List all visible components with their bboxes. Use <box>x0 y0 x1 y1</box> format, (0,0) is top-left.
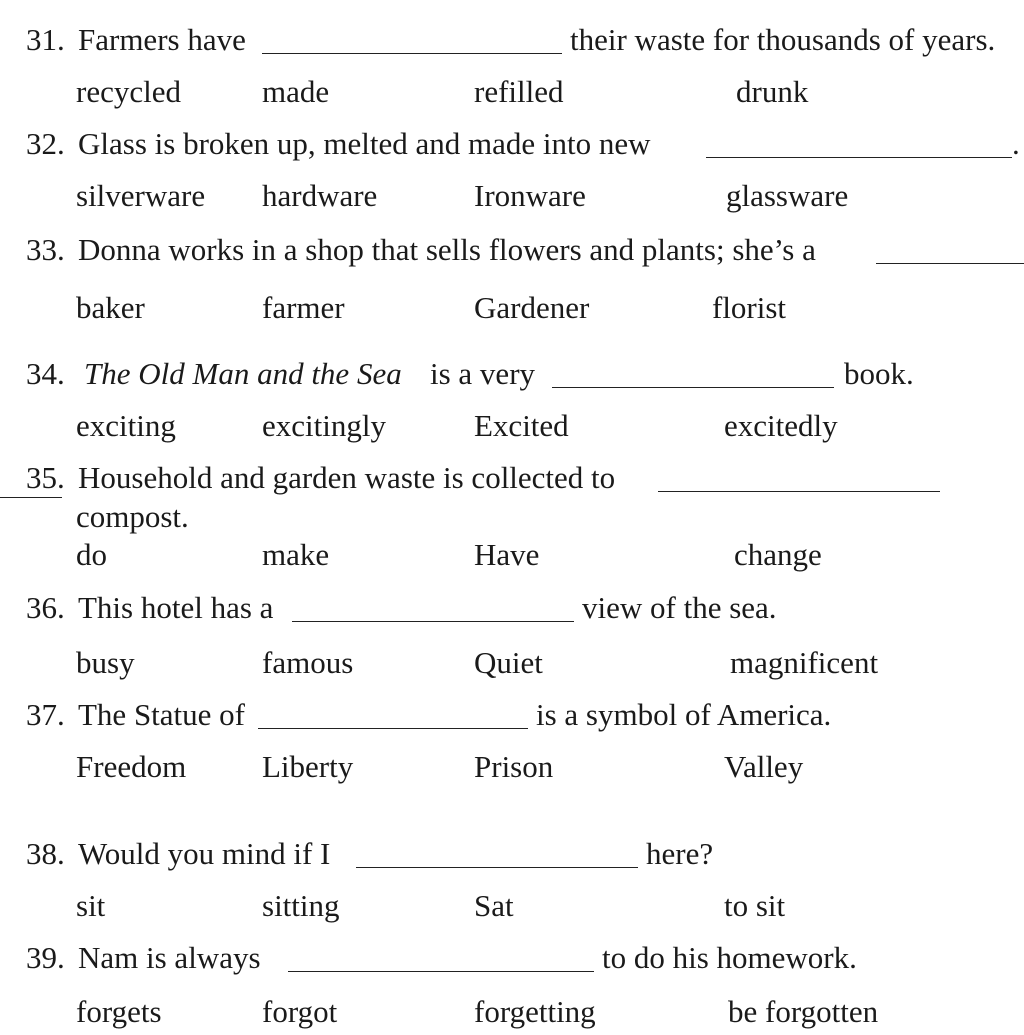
option-d[interactable]: change <box>734 537 822 572</box>
question-text-after: here? <box>646 836 714 871</box>
question-text: Nam is always <box>78 940 261 975</box>
book-title: The Old Man and the Sea <box>84 356 402 391</box>
margin-rule <box>0 497 62 498</box>
option-d[interactable]: glassware <box>726 178 849 213</box>
question-number: 36. <box>26 590 65 625</box>
question-number: 39. <box>26 940 65 975</box>
option-a[interactable]: busy <box>76 645 135 680</box>
answer-blank[interactable] <box>876 263 1024 264</box>
answer-blank[interactable] <box>356 867 638 868</box>
question-number: 34. <box>26 356 65 391</box>
option-b[interactable]: sitting <box>262 888 340 923</box>
question-text: Household and garden waste is collected to <box>78 460 616 495</box>
option-d[interactable]: excitedly <box>724 408 838 443</box>
option-c[interactable]: refilled <box>474 74 564 109</box>
question-text-after: book. <box>844 356 914 391</box>
answer-blank[interactable] <box>258 728 528 729</box>
option-c[interactable]: Ironware <box>474 178 586 213</box>
answer-blank[interactable] <box>552 387 834 388</box>
option-c[interactable]: Quiet <box>474 645 543 680</box>
answer-blank[interactable] <box>292 621 574 622</box>
option-a[interactable]: forgets <box>76 994 162 1029</box>
option-d[interactable]: magnificent <box>730 645 879 680</box>
option-b[interactable]: hardware <box>262 178 378 213</box>
option-d[interactable]: be forgotten <box>728 994 879 1029</box>
option-a[interactable]: sit <box>76 888 106 923</box>
question-text: Donna works in a shop that sells flowers and plants; she’s a <box>78 232 816 267</box>
option-c[interactable]: forgetting <box>474 994 596 1029</box>
option-c[interactable]: Have <box>474 537 540 572</box>
answer-blank[interactable] <box>706 157 1012 158</box>
option-b[interactable]: make <box>262 537 330 572</box>
question-text: Would you mind if I <box>78 836 331 871</box>
option-b[interactable]: Liberty <box>262 749 354 784</box>
question-number: 31. <box>26 22 65 57</box>
question-text: Farmers have <box>78 22 246 57</box>
question-continuation: compost. <box>76 499 189 534</box>
question-text: This hotel has a <box>78 590 274 625</box>
question-text: Glass is broken up, melted and made into new <box>78 126 651 161</box>
question-text-after: to do his homework. <box>602 940 857 975</box>
option-d[interactable]: drunk <box>736 74 809 109</box>
question-number: 35. <box>26 460 65 495</box>
option-d[interactable]: florist <box>712 290 787 325</box>
question-text-after: . <box>1012 126 1020 161</box>
option-b[interactable]: made <box>262 74 330 109</box>
option-b[interactable]: farmer <box>262 290 345 325</box>
answer-blank[interactable] <box>658 491 940 492</box>
option-c[interactable]: Prison <box>474 749 554 784</box>
question-text-after: view of the sea. <box>582 590 777 625</box>
option-a[interactable]: exciting <box>76 408 176 443</box>
question-text: The Statue of <box>78 697 246 732</box>
question-text-after: is a symbol of America. <box>536 697 832 732</box>
option-c[interactable]: Excited <box>474 408 569 443</box>
option-c[interactable]: Sat <box>474 888 514 923</box>
answer-blank[interactable] <box>262 53 562 54</box>
question-number: 33. <box>26 232 65 267</box>
option-c[interactable]: Gardener <box>474 290 590 325</box>
option-d[interactable]: Valley <box>724 749 804 784</box>
option-a[interactable]: baker <box>76 290 145 325</box>
question-number: 38. <box>26 836 65 871</box>
option-b[interactable]: forgot <box>262 994 338 1029</box>
option-b[interactable]: famous <box>262 645 354 680</box>
option-a[interactable]: silverware <box>76 178 206 213</box>
option-b[interactable]: excitingly <box>262 408 386 443</box>
option-a[interactable]: do <box>76 537 107 572</box>
question-text-after: their waste for thousands of years. <box>570 22 996 57</box>
question-number: 37. <box>26 697 65 732</box>
option-d[interactable]: to sit <box>724 888 786 923</box>
option-a[interactable]: Freedom <box>76 749 187 784</box>
question-text: is a very <box>430 356 536 391</box>
option-a[interactable]: recycled <box>76 74 181 109</box>
question-number: 32. <box>26 126 65 161</box>
answer-blank[interactable] <box>288 971 594 972</box>
